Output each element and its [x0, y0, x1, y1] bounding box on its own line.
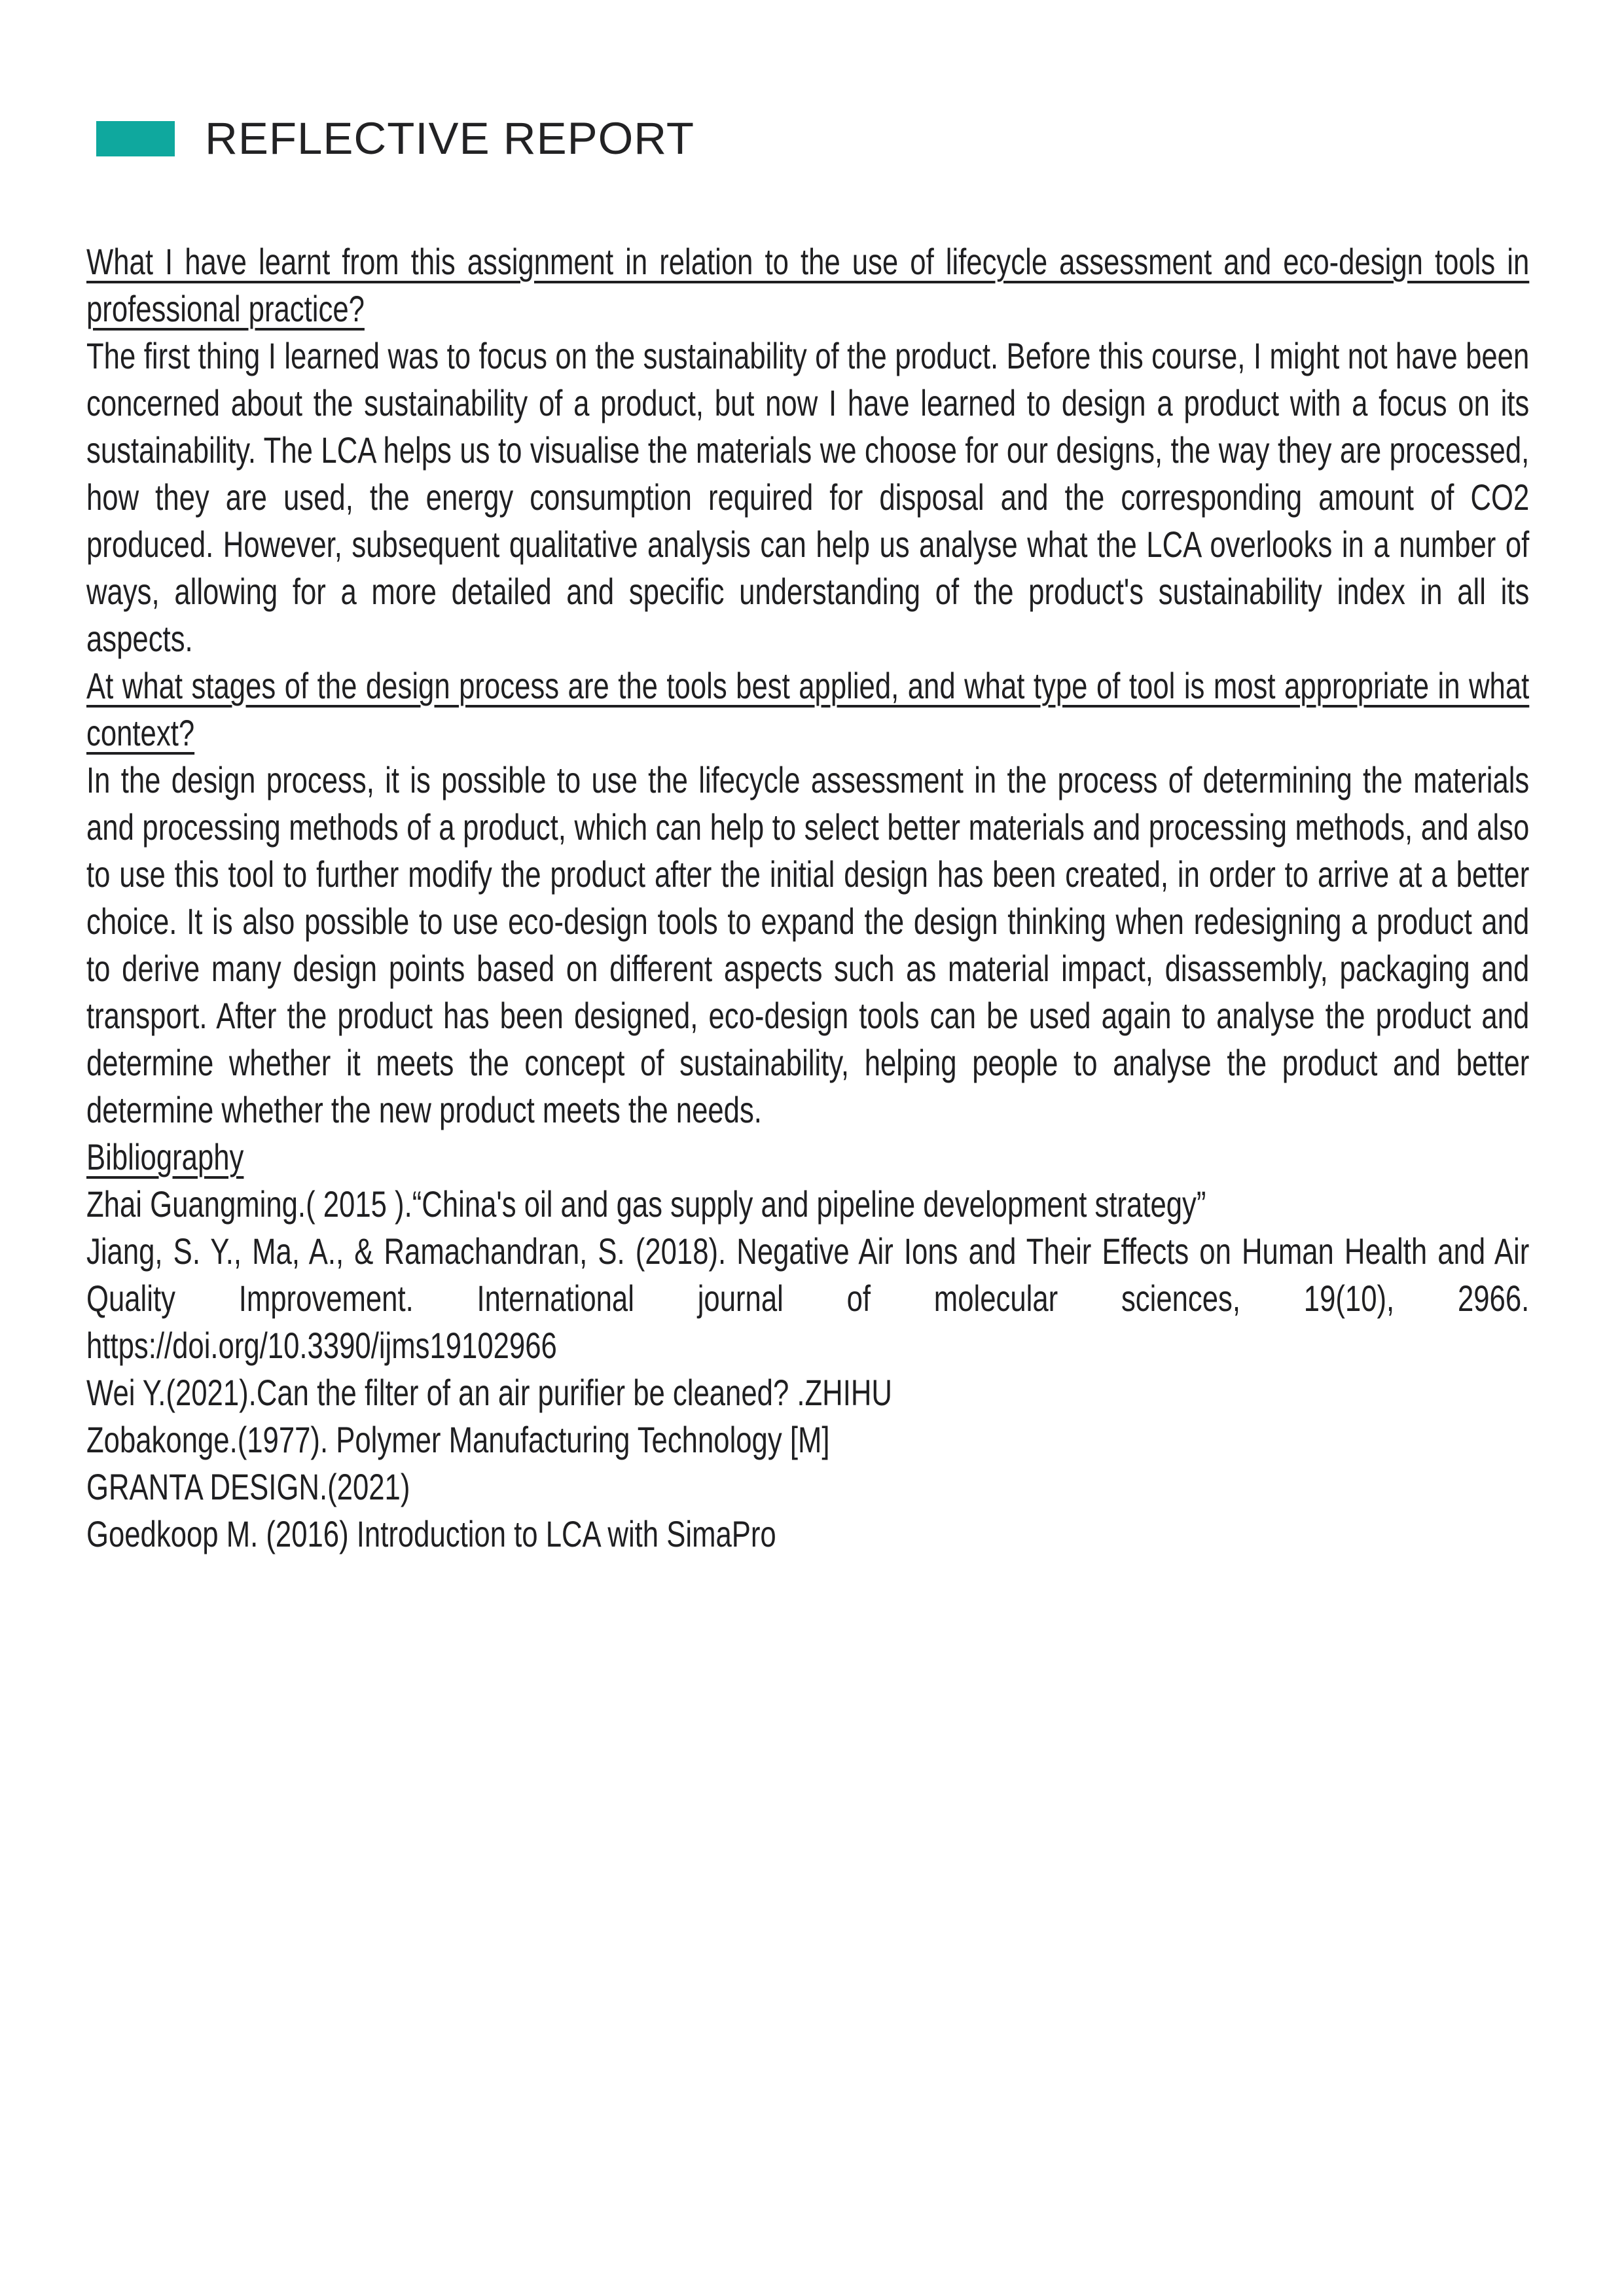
bibliography-entry: Zhai Guangming.( 2015 ).“China's oil and gas supply and pipeline development strategy” [86, 1183, 1206, 1225]
bibliography-heading: Bibliography [86, 1136, 244, 1177]
bibliography-entry: Zobakonge.(1977). Polymer Manufacturing Technology [M] [86, 1419, 830, 1460]
body-paragraph-2: In the design process, it is possible to use the lifecycle assessment in the process of determining the materials and processing methods of a product, which can help to select better materials and processing methods, and also to use this tool to further modify the product after the initial design has been created, in order to arrive at a better choice. It is also possible to use eco-design tools to expand the design thinking when redesigning a product and to derive many design points based on different aspects such as material impact, disassembly, packaging and transport. After the product has been designed, eco-design tools can be used again to analyse the product and determine whether it meets the concept of sustainability, helping people to analyse the product and better determine whether the new product meets the needs. [86, 759, 1530, 1130]
question-heading-2: At what stages of the design process are the tools best applied, and what type of tool is most appropriate in what context? [86, 665, 1530, 753]
bibliography-entry: Goedkoop M. (2016) Introduction to LCA with SimaPro [86, 1513, 776, 1554]
report-title-row [96, 113, 695, 164]
report-content [86, 238, 1529, 1558]
body-paragraph-1: The first thing I learned was to focus on the sustainability of the product. Before this course, I might not have been concerned about the sustainability of a product, but now I have learned to design a product with a focus on its sustainability. The LCA helps us to visualise the materials we choose for our designs, the way they are processed, how they are used, the energy consumption required for disposal and the corresponding amount of CO2 produced. However, subsequent qualitative analysis can help us analyse what the LCA overlooks in a number of ways, allowing for a more detailed and specific understanding of the product's sustainability index in all its aspects. [86, 335, 1530, 659]
bibliography-entry: GRANTA DESIGN.(2021) [86, 1466, 410, 1507]
page-title: REFLECTIVE REPORT [205, 113, 695, 164]
bibliography-entry: Wei Y.(2021).Can the filter of an air purifier be cleaned? .ZHIHU [86, 1372, 892, 1413]
accent-swatch [96, 121, 175, 156]
bibliography-entry: Jiang, S. Y., Ma, A., & Ramachandran, S. (2018). Negative Air Ions and Their Effects on Human Health and Air Quality Improvement. International journal of molecular sciences, 19(10), 2966. https://doi.org/10.3390/ijms19102966 [86, 1230, 1530, 1366]
question-heading-1: What I have learnt from this assignment in relation to the use of lifecycle assessment and eco-design tools in professional practice? [86, 241, 1530, 329]
